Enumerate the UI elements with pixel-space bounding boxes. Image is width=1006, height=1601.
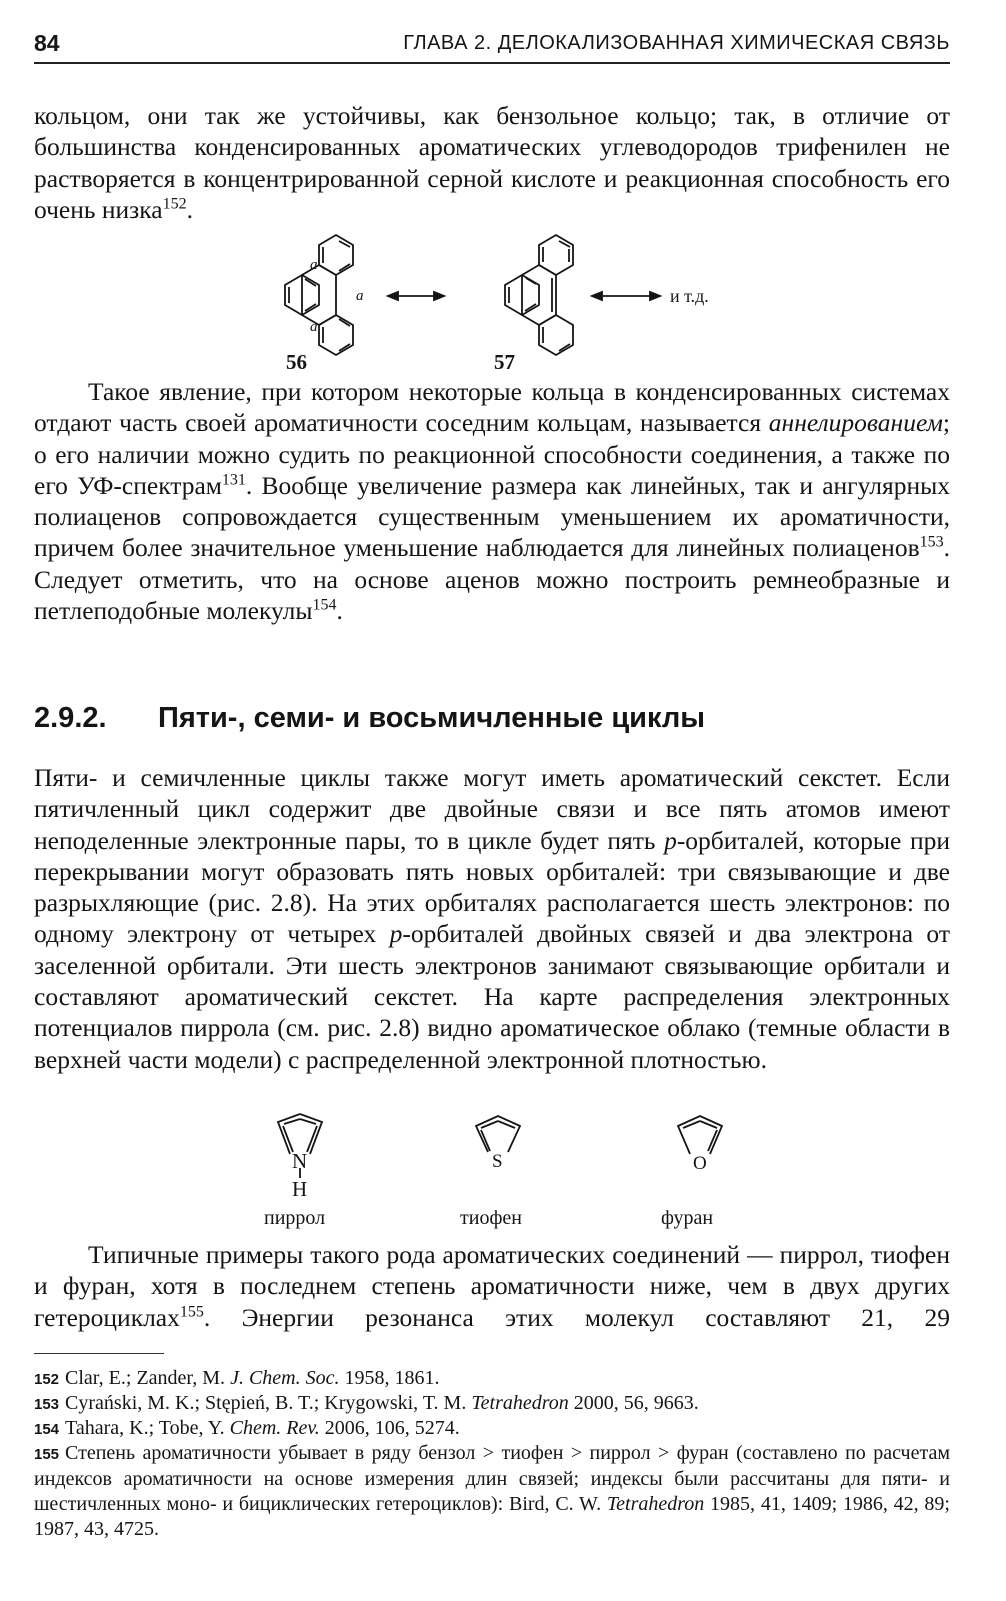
ref-154: 154	[312, 596, 337, 614]
footnote-154: 154 Tahara, K.; Tobe, Y. Chem. Rev. 2006, 106, 5274.	[34, 1417, 460, 1439]
footnote-153: 153 Cyrański, M. K.; Stępień, B. T.; Krygowski, T. M. Tetrahedron 2000, 56, 9663.	[34, 1392, 699, 1414]
triphenylene-resonance-figure	[246, 226, 736, 376]
furan-structure	[678, 1116, 722, 1154]
label-thiophene: тиофен	[460, 1207, 522, 1229]
label-furan: фуран	[661, 1207, 714, 1229]
term-annelation: аннелированием	[768, 408, 943, 438]
atom-H: H	[292, 1177, 308, 1201]
structure-56	[285, 235, 353, 355]
ref-152: 152	[162, 195, 187, 213]
paragraph-3: Пяти- и семичленные циклы также могут иметь ароматический секстет. Если пятичленный цикл содержит две двойные связи и все пять атомов имеют неподеленные электронные пары, то в цикле будет пять p-орбиталей, которые при перекрывании могут образовать пять новых орбиталей: три связывающие и две разрыхляющие (рис. 2.8). На этих орбиталях располагается шесть электронов: по одному электрону от четырех p-орбиталей двойных связей и два электрона от заселенной орбитали. Эти шесть электронов занимают связывающие орбитали и составляют ароматический секстет. На карте распределения электронных потенциалов пиррола (см. рис. 2.8) видно ароматическое облако (темные области в верхней части модели) с распределенной электронной плотностью.	[34, 763, 950, 1074]
footnote-divider	[34, 1353, 164, 1354]
resonance-arrow-1	[388, 292, 444, 300]
etc-label: и т.д.	[670, 286, 709, 306]
running-header	[34, 26, 950, 64]
resonance-arrow-2	[592, 292, 660, 300]
label-pyrrole: пиррол	[264, 1207, 326, 1229]
footnote-155: 155 Степень ароматичности убывает в ряду бензол > тиофен > пиррол > фуран (составлено по расчетам индексов ароматичности на основе измерения длин связей; индексы были рассчитаны для пяти- и шестичленных моно- и бициклических гетероциклов): Bird, C. W. Tetrahedron 1985, 41, 1409; 1986, 42, 89; 1987, 43, 4725.	[34, 1442, 950, 1540]
paragraph-1: кольцом, они так же устойчивы, как бензольное кольцо; так, в отличие от большинства конденсированных ароматических углеводородов трифенилен не растворяется в концентрированной серной кислоте и реакционная способность его очень низка$^{152}$.	[34, 101, 950, 224]
section-title: Пяти-, семи- и восьмичленные циклы	[158, 702, 706, 734]
heterocycles-figure	[250, 1112, 760, 1236]
atom-N: N	[292, 1149, 308, 1173]
bond-label-a-bottom: a	[310, 319, 318, 335]
bond-label-a-top: a	[310, 257, 318, 273]
paragraph-2: Такое явление, при котором некоторые кольца в конденсированных системах отдают часть своей ароматичности соседним кольцам, называется аннелированием; о его наличии можно судить по реакционной способности соединения, а также по его УФ-спектрам$^{131}$. Вообще увеличение размера как линейных, так и ангулярных полиаценов сопровождается существенным уменьшением их ароматичности, причем более значительное уменьшение наблюдается для линейных полиаценов$^{153}$. Следует отметить, что на основе аценов можно построить ремнеобразные и петлеподобные молекулы$^{154}$.	[34, 377, 951, 626]
atom-S: S	[492, 1151, 503, 1172]
ref-131: 131	[221, 471, 246, 489]
compound-label-56: 56	[286, 350, 307, 374]
chapter-title: ГЛАВА 2. ДЕЛОКАЛИЗОВАННАЯ ХИМИЧЕСКАЯ СВЯЗЬ	[403, 32, 950, 54]
compound-label-57: 57	[494, 350, 515, 374]
ref-153: 153	[919, 533, 944, 551]
atom-O: O	[693, 1153, 707, 1174]
section-number: 2.9.2.	[34, 702, 107, 734]
structure-57	[505, 235, 573, 355]
page-number: 84	[34, 30, 60, 56]
section-heading	[34, 702, 950, 742]
thiophene-structure	[476, 1116, 520, 1152]
paragraph-4: Типичные примеры такого рода ароматических соединений — пиррол, тиофен и фуран, хотя в последнем степень ароматичности ниже, чем в двух других гетероциклах$^{155}$. Энергии резонанса этих молекул составляют 21, 29	[34, 1240, 950, 1332]
bond-label-a-mid: a	[356, 288, 364, 304]
ref-155: 155	[179, 1303, 204, 1321]
footnote-152: 152 Clar, E.; Zander, M. J. Chem. Soc. 1958, 1861.	[34, 1367, 440, 1389]
